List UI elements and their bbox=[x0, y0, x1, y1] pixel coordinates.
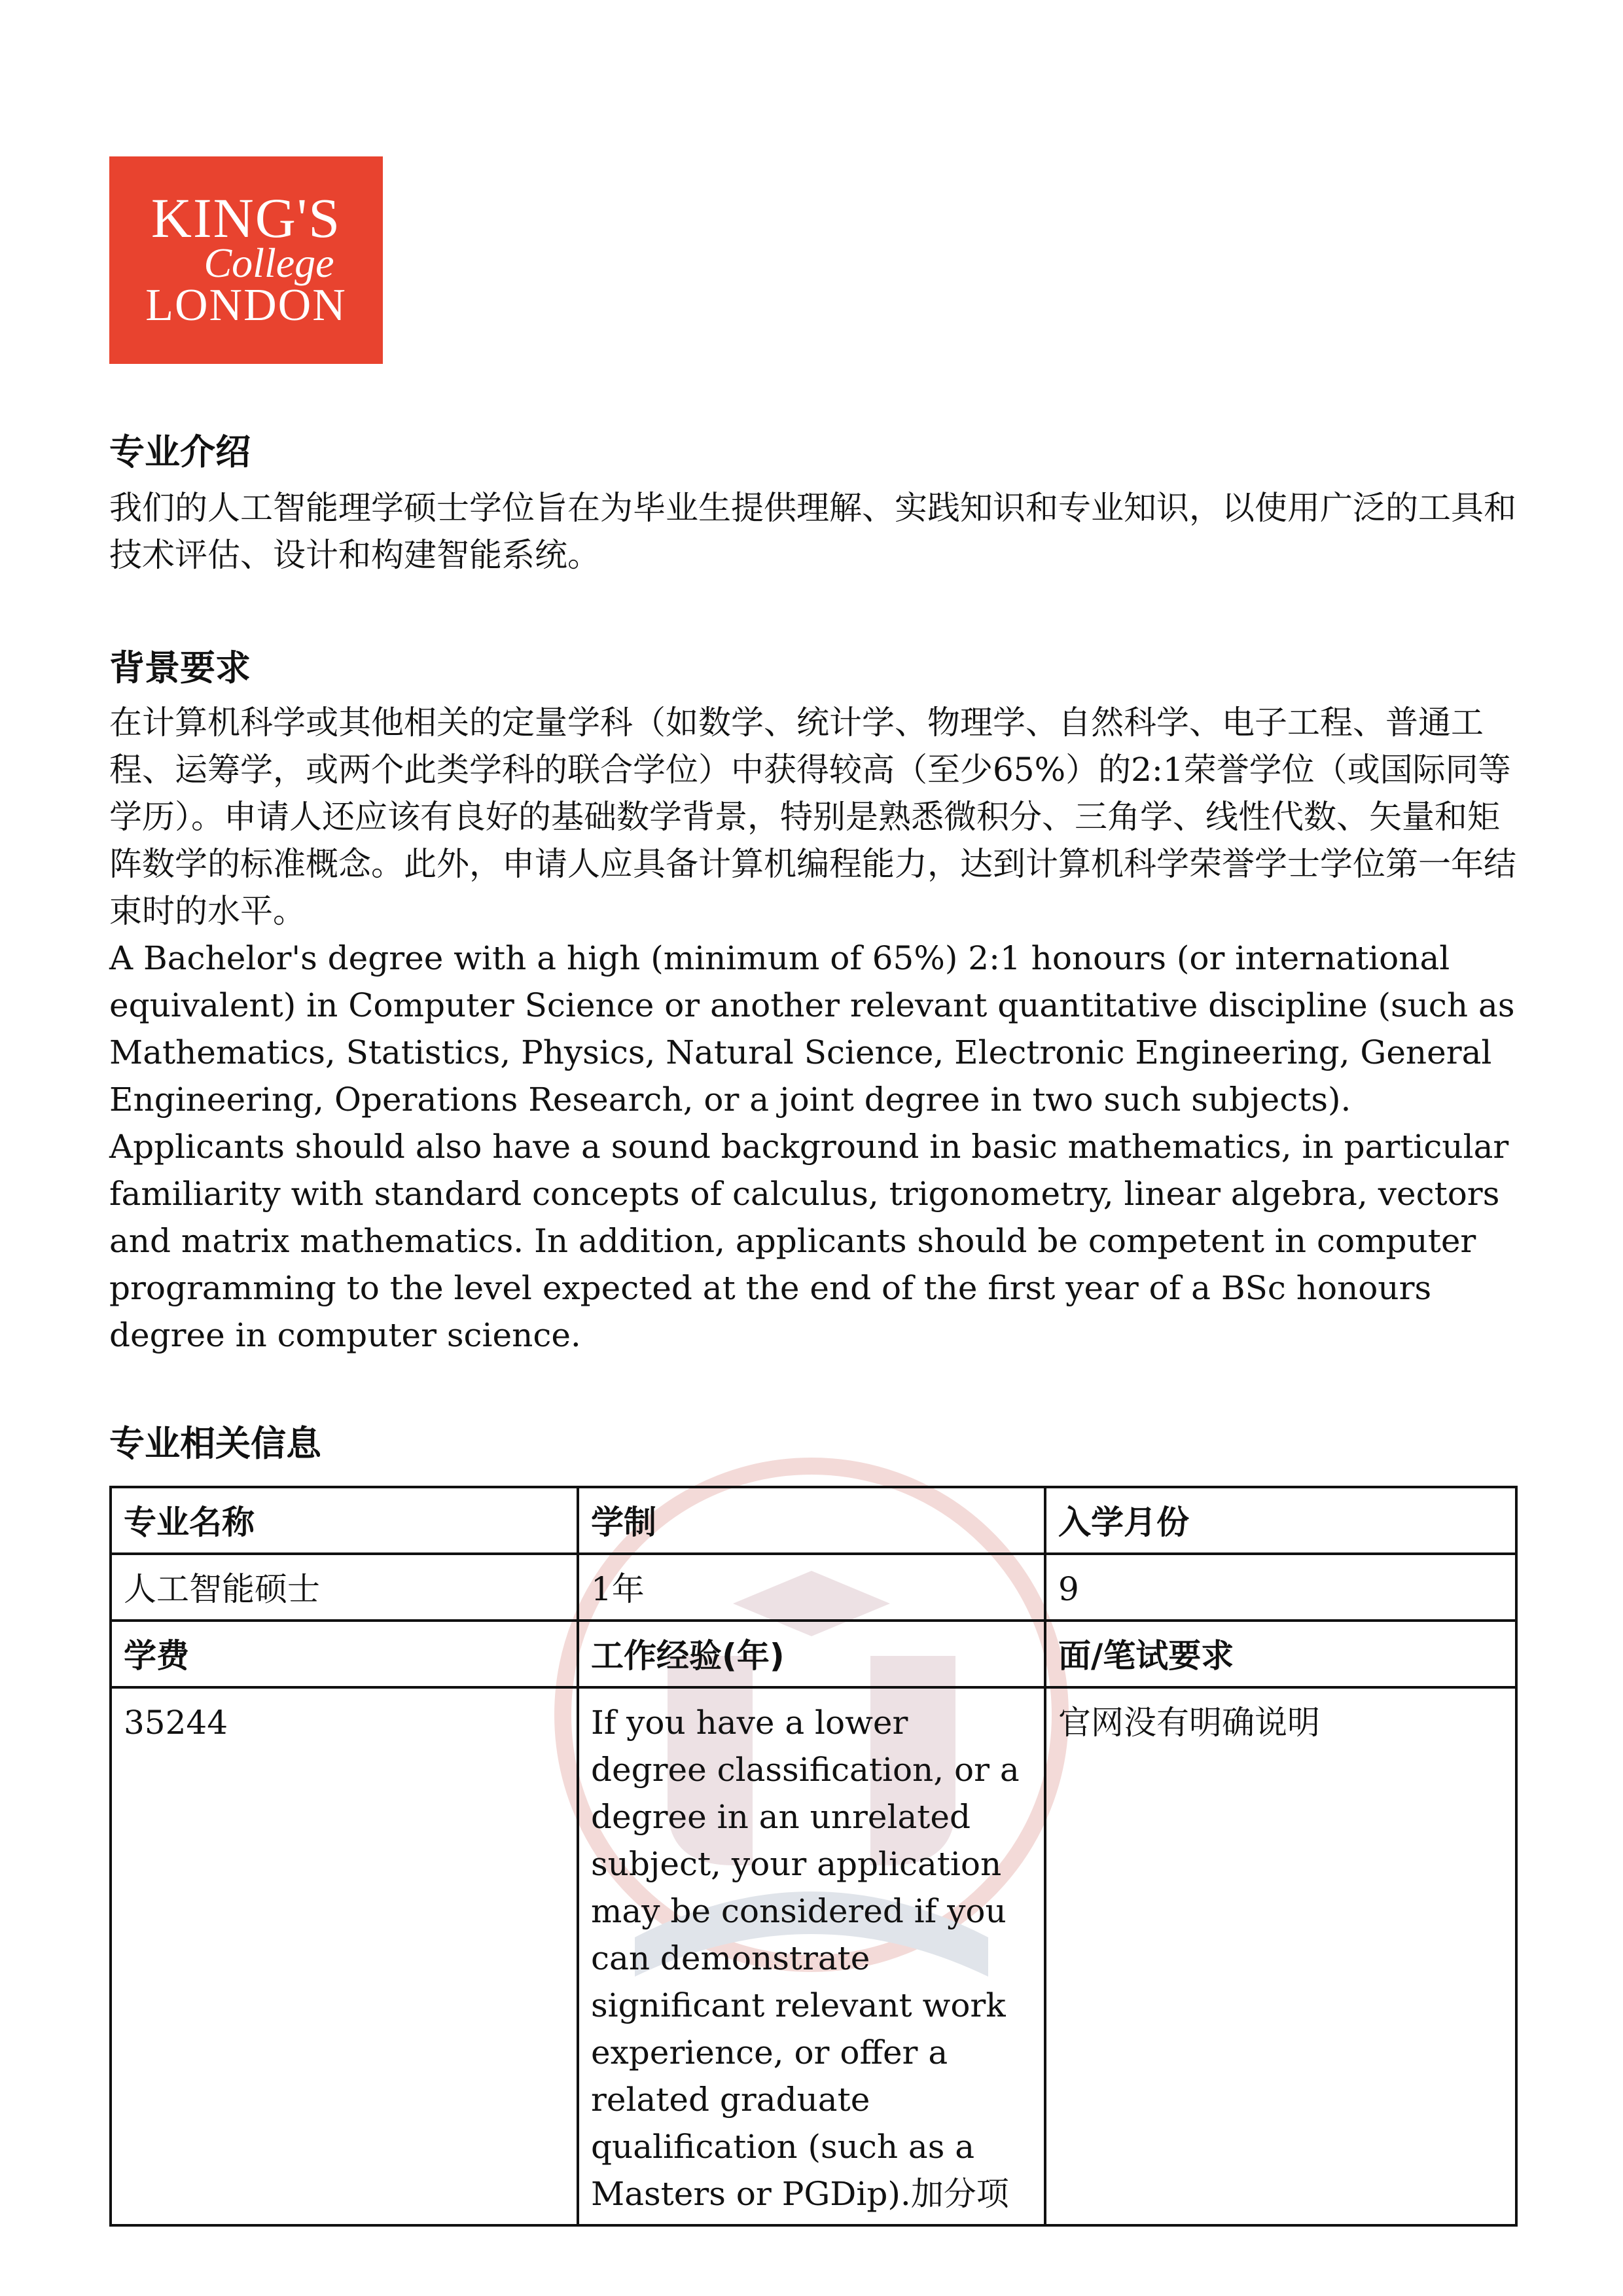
table-header-row bbox=[111, 1621, 1516, 1687]
intro-title: 专业介绍 bbox=[109, 431, 251, 473]
header-duration: 学制 bbox=[578, 1487, 1045, 1554]
info-title: 专业相关信息 bbox=[109, 1423, 321, 1464]
value-tuition: 35244 bbox=[111, 1687, 578, 2225]
header-intake-month: 入学月份 bbox=[1045, 1487, 1516, 1554]
value-interview-requirement: 官网没有明确说明 bbox=[1045, 1687, 1516, 2225]
value-work-experience: If you have a lower degree classification, or a degree in an unrelated subject, your application may be considered if you can demonstrate significant relevant work experience, or offer a related graduate qualification (such as a Masters or PGDip).加分项 bbox=[578, 1687, 1045, 2225]
program-info-table bbox=[109, 1486, 1518, 2227]
logo-line-college: College bbox=[204, 239, 334, 286]
header-program-name: 专业名称 bbox=[111, 1487, 578, 1554]
table-row bbox=[111, 1554, 1516, 1621]
table-header-row bbox=[111, 1487, 1516, 1554]
background-text-cn: 在计算机科学或其他相关的定量学科（如数学、统计学、物理学、自然科学、电子工程、普通工程、运筹学，或两个此类学科的联合学位）中获得较高（至少65%）的2:1荣誉学位（或国际同等学历）。申请人还应该有良好的基础数学背景，特别是熟悉微积分、三角学、线性代数、矢量和矩阵数学的标准概念。此外，申请人应具备计算机编程能力，达到计算机科学荣誉学士学位第一年结束时的水平。 bbox=[109, 704, 1516, 930]
background-text-en: A Bachelor's degree with a high (minimum of 65%) 2:1 honours (or international equivalent) in Computer Science or another relevant quantitative discipline (such as Mathematics, Statistics, Physics, Natural Science, Electronic Engineering, General Engineering, Operations Research, or a joint degree in two such subjects). Applicants should also have a sound background in basic mathematics, in particular familiarity with standard concepts of calculus, trigonometry, linear algebra, vectors and matrix mathematics. In addition, applicants should be competent in computer programming to the level expected at the end of the first year of a BSc honours degree in computer science. bbox=[109, 939, 1515, 1354]
header-interview-requirement: 面/笔试要求 bbox=[1045, 1621, 1516, 1687]
intro-text: 我们的人工智能理学硕士学位旨在为毕业生提供理解、实践知识和专业知识，以使用广泛的工具和技术评估、设计和构建智能系统。 bbox=[109, 489, 1516, 574]
logo-line-london: LONDON bbox=[145, 279, 347, 331]
value-intake-month: 9 bbox=[1045, 1554, 1516, 1621]
logo-line-kings: KING'S bbox=[151, 186, 342, 249]
table-row bbox=[111, 1687, 1516, 2225]
kings-college-london-logo bbox=[109, 156, 383, 364]
header-tuition: 学费 bbox=[111, 1621, 578, 1687]
value-program-name: 人工智能硕士 bbox=[111, 1554, 578, 1621]
value-duration: 1年 bbox=[578, 1554, 1045, 1621]
header-work-experience: 工作经验(年) bbox=[578, 1621, 1045, 1687]
background-title: 背景要求 bbox=[109, 647, 251, 689]
